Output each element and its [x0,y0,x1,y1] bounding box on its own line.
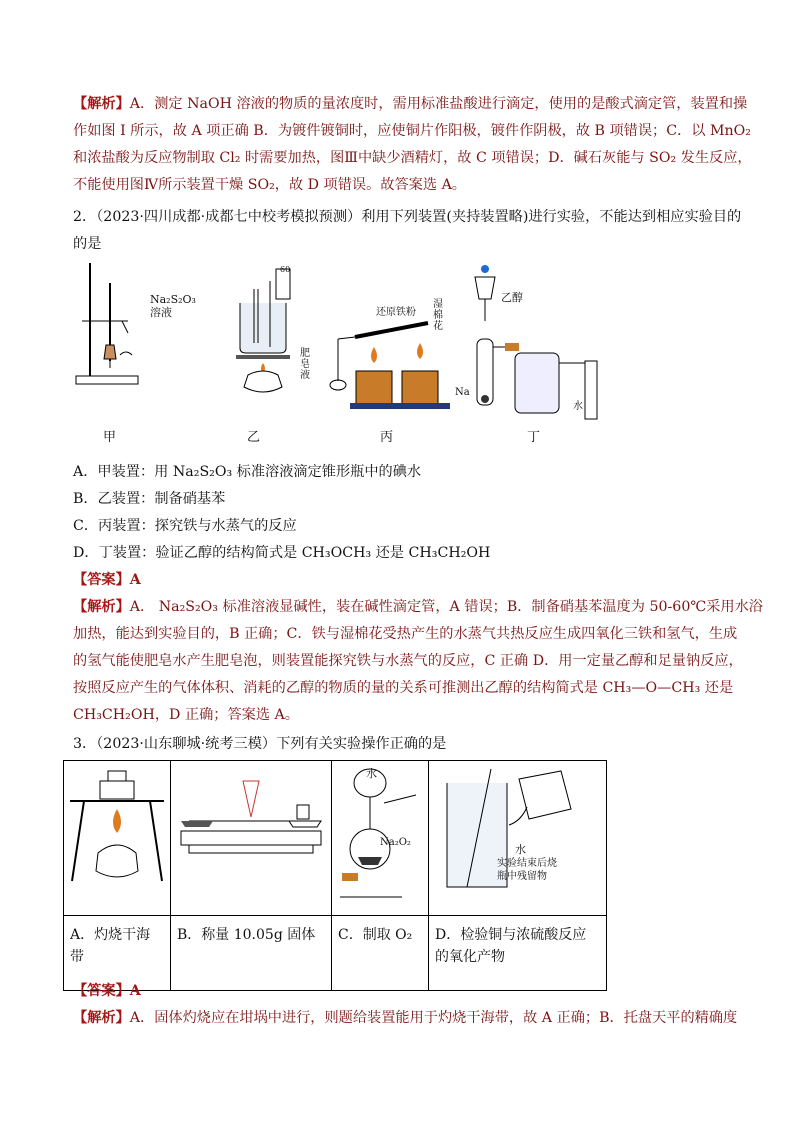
option-d-figure [429,761,607,916]
option-c: C．丙装置：探究铁与水蒸气的反应 [73,518,297,534]
balance-figure [171,761,331,911]
caption-ding: 丁 [527,430,541,445]
apparatus-yi [218,263,308,445]
reagent-label [150,293,196,319]
thermometer-reading: 60 [280,265,291,274]
question-2-stem: 的是 [73,236,102,252]
reagent-label: 水 [515,843,526,856]
explanation-tag: 【解析】 [73,96,130,112]
option-a: A．甲装置：用 Na₂S₂O₃ 标准溶液滴定锥形瓶中的碘水 [73,464,422,480]
reagent-label: 还原铁粉 [376,307,416,318]
explanation-tag: 【解析】 [73,1010,130,1026]
question-3-stem: 3．（2023·山东聊城·统考三模）下列有关实验操作正确的是 [73,736,447,752]
titration-setup-figure [70,263,220,423]
explanation-line: CH₃CH₂OH，D 正确；答案选 A。 [73,707,299,723]
option-b-figure [171,761,332,916]
explanation-line [73,94,748,114]
explanation-line: 不能使用图Ⅳ所示装置干燥 SO₂，故 D 项错误。故答案选 A。 [73,177,466,193]
explanation-line [73,597,763,617]
ethanol-sodium-figure [455,263,625,423]
reagent-label: 湿棉花 [433,299,443,332]
option-b-caption: B．称量 10.05g 固体 [171,916,332,991]
apparatus-jia [70,263,220,445]
apparatus-row [70,263,750,445]
option-b: B．乙装置：制备硝基苯 [73,491,226,507]
explanation-text: A．测定 NaOH 溶液的物质的量浓度时，需用标准盐酸进行滴定，使用的是酸式滴定管，装置和操 [129,96,748,112]
explanation-line [73,1008,740,1028]
option-d-caption-line: D．检验铜与浓硫酸反应 [435,927,587,943]
explanation-text: A． Na₂S₂O₃ 标准溶液显碱性，装在碱性滴定管，A 错误；B．制备硝基苯温度为 50-60℃采用水浴 [129,599,763,615]
reagent-label: Na₂O₂ [380,837,411,848]
reagent-label: 乙醇 [501,291,523,304]
explanation-line: 作如图 I 所示，故 A 项正确 B．为镀件镀铜时，应使铜片作阳极，镀件作阴极，故 B 项错误；C．以 MnO₂ [73,123,751,139]
option-a-caption: A．灼烧干海带 [64,916,171,991]
oxygen-generation-figure [332,761,428,911]
reagent-label [497,857,557,883]
option-c-caption: C．制取 O₂ [332,916,429,991]
explanation-line: 的氢气能使肥皂水产生肥皂泡，则装置能探究铁与水蒸气的反应，C 正确 D．用一定量乙醇和足量钠反应， [73,653,743,669]
reagent-label: 水 [366,767,377,780]
option-d-caption-line: 的氧化产物 [435,949,505,965]
answer: 【答案】A [73,572,141,588]
explanation-line: 按照反应产生的气体体积、消耗的乙醇的物质的量的关系可推测出乙醇的结构简式是 CH₃—O—CH₃ 还是 [73,680,734,696]
explanation-line: 和浓盐酸为反应物制取 Cl₂ 时需要加热，图Ⅲ中缺少酒精灯，故 C 项错误；D．碱石灰能与 SO₂ 发生反应， [73,150,752,166]
caption-yi: 乙 [247,430,261,445]
water-bath-figure [218,263,308,423]
reagent-label-line: Na₂S₂O₃ [150,293,196,306]
option-a-figure [64,761,171,916]
explanation-line: 加热，能达到实验目的，B 正确；C．铁与湿棉花受热产生的水蒸气共热反应生成四氧化三铁和氢气，生成 [73,626,738,642]
answer: 【答案】A [73,983,141,999]
reagent-label: 水 [573,401,583,412]
reagent-label: 肥皂液 [300,348,310,381]
options-table [63,760,607,991]
explanation-text: A．固体灼烧应在坩埚中进行，则题给装置能用于灼烧干海带，故 A 正确；B．托盘天平的精确度 [129,1010,738,1026]
reagent-label: Na [455,387,470,398]
explanation-tag: 【解析】 [73,599,130,615]
crucible-heating-figure [64,761,170,911]
reagent-label-line: 实验结束后烧 [497,858,557,869]
option-d-caption [429,916,607,991]
apparatus-ding [455,263,625,445]
question-2-stem: 2．（2023·四川成都·成都七中校考模拟预测）利用下列装置(夹持装置略)进行实验，不能达到相应实验目的 [73,209,742,225]
dilution-figure [429,761,599,911]
caption-bing: 丙 [380,430,394,445]
option-c-figure [332,761,429,916]
reagent-label-line: 溶液 [150,306,172,319]
option-d: D．丁装置：验证乙醇的结构简式是 CH₃OCH₃ 还是 CH₃CH₂OH [73,545,491,561]
reagent-label-line: 瓶中残留物 [497,871,547,882]
caption-jia: 甲 [103,430,117,445]
